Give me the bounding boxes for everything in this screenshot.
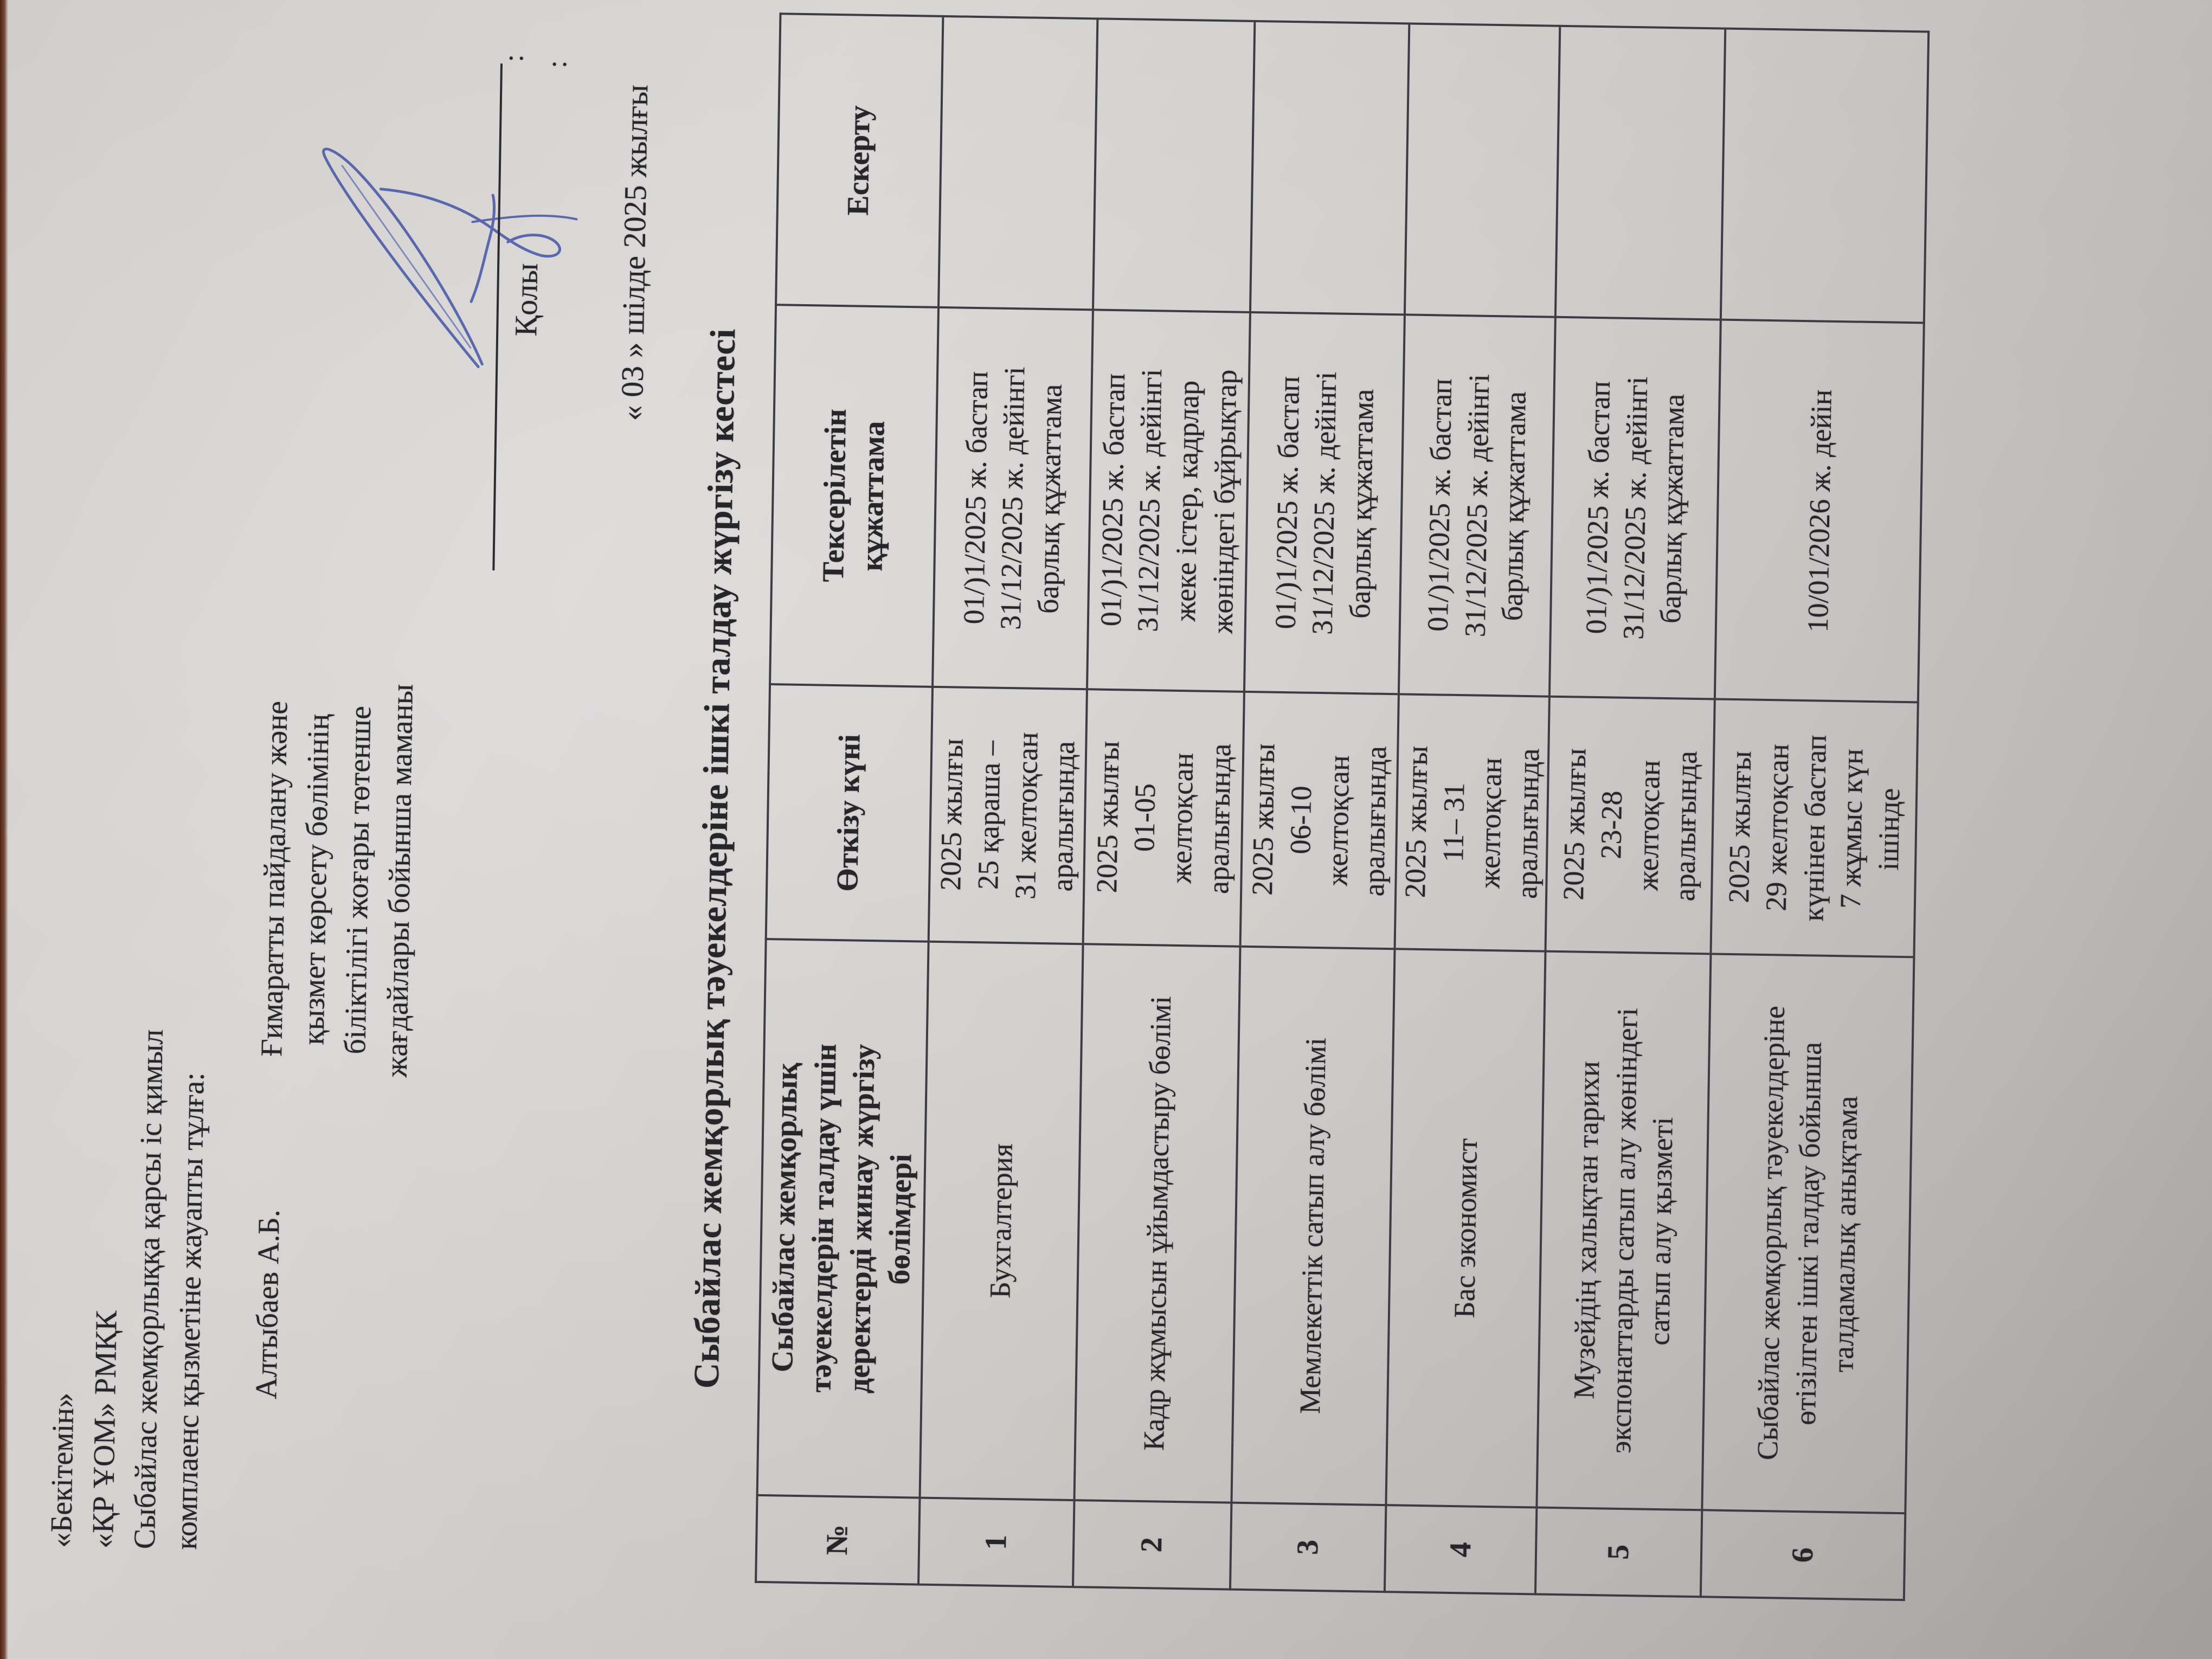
cell-note <box>1250 21 1409 314</box>
header-note: Ескерту <box>776 14 943 307</box>
cell-note <box>938 16 1097 310</box>
table-row <box>918 16 1097 1587</box>
table-row <box>1535 26 1725 1597</box>
approver-row <box>243 520 427 1553</box>
cell-documents: 01/)1/2025 ж. бастап 31/12/2025 ж. дейінгі барлық құжаттама <box>1399 314 1555 696</box>
approval-line-2: «ҚР ҰОМ» РМҚК <box>86 1310 124 1549</box>
header-date: Өткізу күні <box>766 684 933 942</box>
signature-caption: Қолы <box>508 263 545 337</box>
table-header-row <box>756 14 943 1584</box>
approval-line-1: «Бекітемін» <box>44 1392 81 1548</box>
cell-department: Мемлекеттік сатып алу бөлімі <box>1231 947 1394 1505</box>
cell-department: Кадр жұмысын ұйымдастыру бөлімі <box>1074 944 1240 1502</box>
cell-note <box>1093 18 1255 312</box>
cell-no: 6 <box>1701 1510 1905 1600</box>
cell-date: 2025 жылғы 11– 31 желтоқсан аралығында <box>1395 694 1550 951</box>
cell-date: 2025 жылғы 29 желтоқсан күнінен бастап 7 жұмыс күн ішінде <box>1711 699 1918 957</box>
table-row <box>1701 29 1928 1600</box>
cell-department: Бухгалтерия <box>920 942 1083 1500</box>
analysis-schedule-table <box>755 12 1930 1601</box>
cell-documents: 01/)1/2025 ж. бастап 31/12/2025 ж. дейінгі барлық құжаттама <box>933 307 1093 689</box>
table-row <box>1385 23 1560 1594</box>
header-no: № <box>756 1495 919 1585</box>
cell-department: Сыбайлас жемқорлық тәуекелдеріне өтізілген ішкі талдау бойынша талдамалық анықтама <box>1702 954 1914 1513</box>
cell-department: Бас экономист <box>1386 949 1545 1507</box>
signature-line-colon: : <box>498 54 530 62</box>
table-row <box>1073 18 1255 1589</box>
cell-documents: 10/01/2026 ж. дейін <box>1715 320 1924 703</box>
cell-no: 3 <box>1230 1503 1386 1592</box>
approval-line-3: Сыбайлас жемқорлыққа қарсы іс қимыл <box>127 1029 170 1549</box>
header-documents: Тексерілетін құжаттама <box>770 305 938 687</box>
cell-note <box>1555 26 1725 320</box>
cell-no: 5 <box>1535 1507 1702 1597</box>
cell-no: 1 <box>918 1498 1074 1587</box>
cell-date: 2025 жылғы 06-10 желтоқсан аралығында <box>1240 692 1399 949</box>
approver-name: Алтыбаев А.Б. <box>249 1209 286 1400</box>
cell-documents: 01/)1/2025 ж. бастап 31/12/2025 ж. дейінгі барлық құжаттама <box>1549 317 1721 699</box>
cell-department: Музейдің халықтан тарихи экспонаттарды сатып алу жөніндегі сатып алу қызметі <box>1537 951 1711 1510</box>
approver-position: Ғимаратты пайдалану және қызмет көрсету бөлімінің біліктілігі жоғары төтенше жағдайлары бойынша маманы <box>255 684 420 1078</box>
header-department: Сыбайлас жемқорлық тәуекелдерін талдау үшін деректерді жинау жүргізу бөлімдері <box>757 939 929 1498</box>
photo-left-edge <box>0 0 8 1659</box>
cell-documents: 01/)1/2025 ж. бастап 31/12/2025 ж. дейінгі барлық құжаттама <box>1244 312 1405 694</box>
approval-block <box>41 517 427 1553</box>
cell-documents: 01/)1/2025 ж. бастап 31/12/2025 ж. дейінгі жеке істер, кадрлар жөніндегі бұйрықтар <box>1087 310 1250 691</box>
table-row <box>1230 21 1409 1592</box>
cell-no: 4 <box>1385 1505 1537 1594</box>
cell-note <box>1721 29 1928 323</box>
cell-date: 2025 жылғы 23-28 желтоқсан аралығында <box>1546 697 1715 954</box>
approval-date: « 03 » шілде 2025 жылғы <box>614 84 655 421</box>
document-title: Сыбайлас жемқорлық тәуекелдеріне ішкі талдау жүргізу кестесі <box>686 328 743 1389</box>
signature-caption-colon: : <box>541 60 573 69</box>
cell-date: 2025 жылғы 01-05 желтоқсан аралығында <box>1083 689 1244 946</box>
cell-date: 2025 жылғы 25 қараша – 31 желтоқсан аралығында <box>929 687 1087 944</box>
cell-note <box>1405 23 1560 317</box>
cell-no: 2 <box>1073 1500 1231 1590</box>
approval-line-4: комплаенс қызметіне жауапты тұлға: <box>169 1072 211 1550</box>
